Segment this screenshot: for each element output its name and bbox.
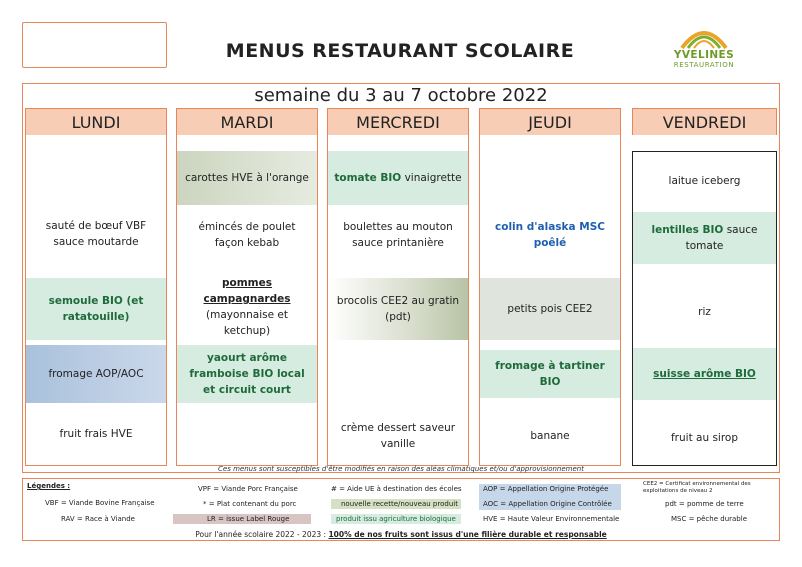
legend-aide: # = Aide UE à destination des écoles bbox=[331, 485, 462, 493]
legend-vbf: VBF = Viande Bovine Française bbox=[45, 499, 155, 507]
legend-nouveau: nouvelle recette/nouveau produit bbox=[341, 500, 458, 508]
menu-item: boulettes au mouton sauce printanière bbox=[343, 221, 453, 249]
day-header-mercredi: MERCREDI bbox=[327, 108, 469, 135]
brand-logo bbox=[660, 22, 748, 74]
logo-placeholder-box bbox=[22, 22, 167, 68]
legend-rav: RAV = Race à Viande bbox=[61, 515, 135, 523]
legend-porc: * = Plat contenant du porc bbox=[203, 500, 297, 508]
menu-item: tomate BIO vinaigrette bbox=[328, 151, 468, 205]
menu-item: lentilles BIO sauce tomate bbox=[633, 212, 776, 264]
legend-hve: HVE = Haute Valeur Environnementale bbox=[483, 515, 620, 523]
menu-item: semoule BIO (et ratatouille) bbox=[26, 278, 166, 340]
footer-statement: Pour l'année scolaire 2022 - 2023 : 100% de nos fruits sont issus d'une filière durable et responsable bbox=[195, 530, 607, 539]
menu-item: sauté de bœuf VBF sauce moutarde bbox=[45, 220, 147, 248]
menu-item: laitue iceberg bbox=[668, 175, 741, 187]
day-header-vendredi: VENDREDI bbox=[632, 108, 777, 135]
legend-aoc: AOC = Appellation Origine Contrôlée bbox=[483, 500, 612, 508]
legend-cee2: CEE2 = Certificat environnemental des exploitations de niveau 2 bbox=[643, 481, 751, 494]
week-title: semaine du 3 au 7 octobre 2022 bbox=[254, 85, 548, 106]
legend-aop: AOP = Appellation Origine Protégée bbox=[483, 485, 609, 493]
day-column-mercredi bbox=[327, 135, 469, 466]
disclaimer-note: Ces menus sont susceptibles d'être modifiés en raison des aléas climatiques et/ou d'approvisionnement bbox=[218, 465, 584, 473]
menu-item: yaourt arôme framboise BIO local et circuit court bbox=[177, 345, 317, 403]
menu-item: crème dessert saveur vanille bbox=[340, 422, 456, 450]
menu-item: fruit au sirop bbox=[670, 432, 739, 444]
menu-item: banane bbox=[530, 430, 570, 442]
menu-item: pommes campagnardes (mayonnaise et ketchup) bbox=[203, 277, 291, 337]
menu-item: émincés de poulet façon kebab bbox=[198, 221, 296, 249]
brand-subtitle: RESTAURATION bbox=[673, 61, 735, 69]
menu-item: suisse arôme BIO bbox=[633, 348, 776, 400]
legend-title: Légendes : bbox=[27, 482, 71, 490]
day-column-mardi bbox=[176, 135, 318, 466]
menu-item: carottes HVE à l'orange bbox=[177, 151, 317, 205]
page-title: MENUS RESTAURANT SCOLAIRE bbox=[225, 40, 575, 62]
brand-name: YVELINES bbox=[673, 49, 735, 61]
sun-logo-icon bbox=[674, 22, 734, 52]
legend-msc: MSC = pêche durable bbox=[671, 515, 747, 523]
legend-vpf: VPF = Viande Porc Française bbox=[198, 485, 298, 493]
menu-item: colin d'alaska MSC poêlé bbox=[495, 221, 605, 249]
day-column-lundi bbox=[25, 135, 167, 466]
day-header-lundi: LUNDI bbox=[25, 108, 167, 135]
menu-item: fruit frais HVE bbox=[59, 428, 133, 440]
menu-item: riz bbox=[698, 306, 711, 318]
legend-pdt: pdt = pomme de terre bbox=[665, 500, 744, 508]
legend-lr: LR = issue Label Rouge bbox=[207, 515, 290, 523]
menu-item: fromage à tartiner BIO bbox=[480, 350, 620, 398]
day-header-mardi: MARDI bbox=[176, 108, 318, 135]
menu-item: petits pois CEE2 bbox=[480, 278, 620, 340]
menu-item: brocolis CEE2 au gratin (pdt) bbox=[328, 278, 468, 340]
day-column-vendredi bbox=[632, 151, 777, 466]
day-column-jeudi bbox=[479, 135, 621, 466]
legend-bio: produit issu agriculture biologique bbox=[336, 515, 456, 523]
menu-item: fromage AOP/AOC bbox=[26, 345, 166, 403]
day-header-jeudi: JEUDI bbox=[479, 108, 621, 135]
